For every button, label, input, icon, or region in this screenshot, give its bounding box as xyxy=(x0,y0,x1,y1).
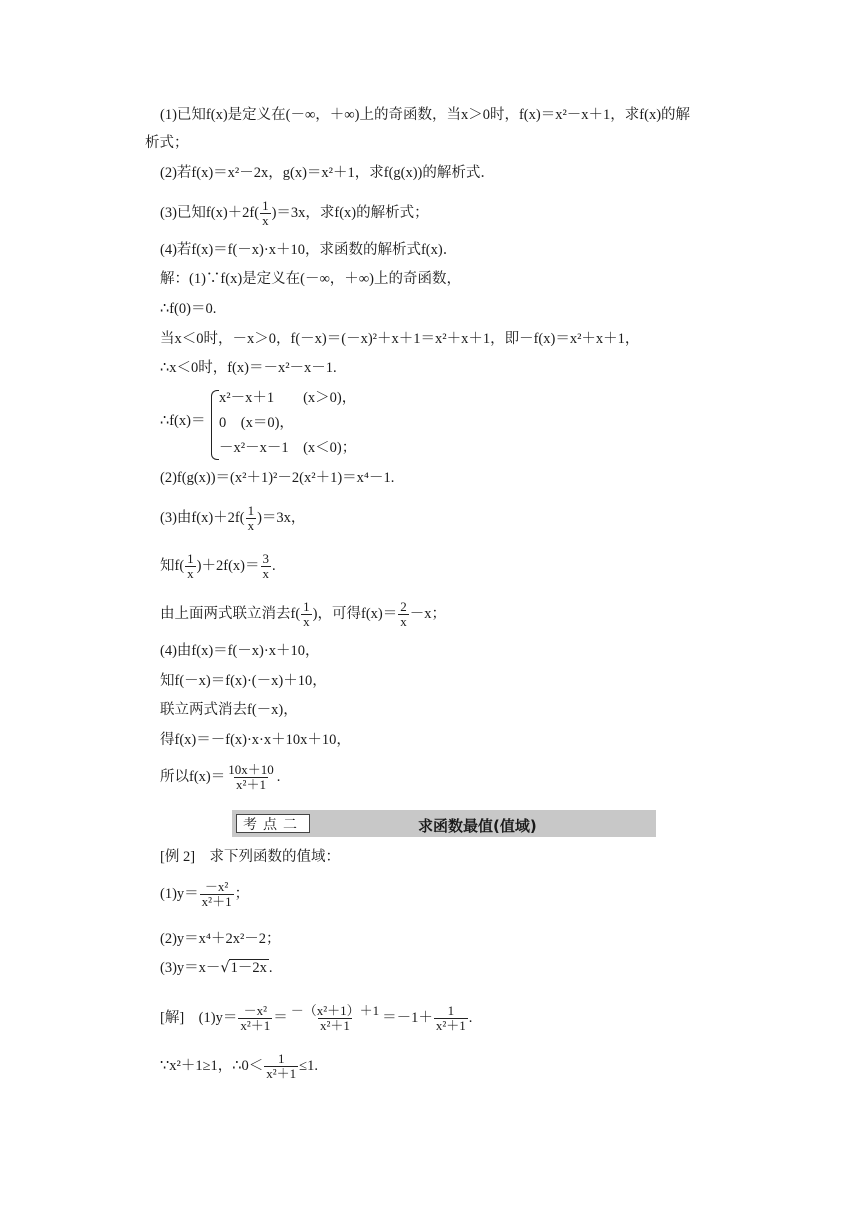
solution-part-3-line-1 xyxy=(160,504,305,533)
s8-mid: )，可得f(x)＝ xyxy=(312,605,398,622)
example-2-last-line xyxy=(160,1052,318,1081)
solution-part-4-line-4: 得f(x)＝－f(x)·x·x＋10x＋10， xyxy=(160,732,351,748)
fraction-q1 xyxy=(200,880,234,909)
q1-pre: (1)y＝ xyxy=(160,885,199,902)
last-pre: ∵x²＋1≥1，∴0＜ xyxy=(160,1057,264,1074)
piece-zero: 0 (x＝0)， xyxy=(219,415,294,431)
q3-post: . xyxy=(268,960,273,976)
s13-pre: 所以f(x)＝ xyxy=(160,768,226,785)
solution-part-2: (2)f(g(x))＝(x²＋1)²－2(x²＋1)＝x⁴－1. xyxy=(160,470,395,486)
s13-post: . xyxy=(276,768,281,785)
sol-mid: ＝－1＋ xyxy=(382,1009,433,1026)
frac-num: 1 xyxy=(187,551,194,566)
fraction-one-over-x xyxy=(185,552,196,581)
s7-pre: 知f( xyxy=(160,557,185,574)
piecewise-brace xyxy=(211,390,219,460)
fraction-sol-3 xyxy=(434,1004,468,1033)
fraction-sol-2 xyxy=(289,1004,381,1033)
frac-den: x²＋1 xyxy=(240,1017,271,1033)
solution-part-4-line-1: (4)由f(x)＝f(－x)·x＋10， xyxy=(160,643,320,659)
fraction-one-over-x xyxy=(260,199,271,228)
q3-pre: (3)y＝x－ xyxy=(160,960,221,976)
frac-den: x²＋1 xyxy=(435,1017,466,1033)
sol-pre: [解] (1)y＝ xyxy=(160,1009,238,1026)
frac-num: 1 xyxy=(277,1051,285,1066)
section-title: 求函数最值(值域) xyxy=(418,817,537,835)
frac-num: 1 xyxy=(303,599,310,614)
fraction-result xyxy=(226,763,276,792)
frac-num: 3 xyxy=(262,551,269,566)
frac-den: x²＋1 xyxy=(266,1065,297,1081)
frac-den: x²＋1 xyxy=(201,893,232,909)
example-2-q2: (2)y＝x⁴＋2x²－2； xyxy=(160,931,281,947)
solution-line-1: 解：(1)∵f(x)是定义在(－∞，＋∞)上的奇函数， xyxy=(160,271,461,287)
s6-pre: (3)由f(x)＋2f( xyxy=(160,509,245,526)
solution-part-4-line-2: 知f(－x)＝f(x)·(－x)＋10， xyxy=(160,673,327,689)
solution-line-3: 当x＜0时，－x＞0，f(－x)＝(－x)²＋x＋1＝x²＋x＋1，即－f(x)＝x²＋x＋1， xyxy=(160,331,640,347)
s8-post: －x； xyxy=(409,605,446,622)
sol-post: . xyxy=(468,1009,473,1026)
q1-post: ； xyxy=(234,885,250,902)
solution-line-2: ∴f(0)＝0. xyxy=(160,301,217,317)
sol-eq: ＝ xyxy=(273,1009,288,1026)
problem-3-post: )＝3x，求f(x)的解析式； xyxy=(271,204,429,221)
fraction-two-over-x xyxy=(398,600,409,629)
piecewise-lhs: ∴f(x)＝ xyxy=(160,413,206,429)
last-post: ≤1. xyxy=(299,1057,319,1074)
frac-den: x xyxy=(187,565,194,581)
fraction-sol-1 xyxy=(238,1004,272,1033)
s7-mid: )＋2f(x)＝ xyxy=(196,557,260,574)
piece-positive: x²－x＋1 (x＞0)， xyxy=(219,390,357,406)
frac-den: x xyxy=(303,613,310,629)
radical-sign: √ xyxy=(220,960,230,976)
s6-post: )＝3x， xyxy=(257,509,306,526)
example-2-solution xyxy=(160,1004,472,1033)
radicand: 1－2x xyxy=(230,960,267,976)
problem-2: (2)若f(x)＝x²－2x，g(x)＝x²＋1，求f(g(x))的解析式． xyxy=(160,165,495,181)
frac-num: －x² xyxy=(204,879,229,894)
frac-num: 10x＋10 xyxy=(228,762,274,777)
frac-den: x xyxy=(247,517,255,533)
solution-part-3-line-2 xyxy=(160,552,276,581)
example-2-q3 xyxy=(160,961,273,976)
section-tag: 考点二 xyxy=(236,814,310,833)
frac-num: 2 xyxy=(400,599,407,614)
piece-negative: －x²－x－1 (x＜0)； xyxy=(219,440,357,456)
frac-den: x xyxy=(262,212,269,228)
s8-pre: 由上面两式联立消去f( xyxy=(160,605,301,622)
frac-den: x²＋1 xyxy=(236,776,266,792)
frac-num: 1 xyxy=(447,1003,455,1018)
solution-part-3-line-3 xyxy=(160,600,446,629)
frac-num: －（x²＋1）＋1 xyxy=(290,1003,380,1018)
solution-part-4-line-3: 联立两式消去f(－x)， xyxy=(160,702,298,718)
example-2-q1 xyxy=(160,880,249,909)
problem-1-line-2: 析式； xyxy=(145,135,189,151)
problem-3-pre: (3)已知f(x)＋2f( xyxy=(160,204,260,221)
fraction-three-over-x xyxy=(261,552,272,581)
frac-num: 1 xyxy=(262,198,269,213)
problem-4: (4)若f(x)＝f(－x)·x＋10，求函数的解析式f(x)． xyxy=(160,242,458,258)
fraction-one-over-x xyxy=(301,600,312,629)
frac-num: 1 xyxy=(247,503,255,518)
example-2-intro: [例 2] 求下列函数的值域： xyxy=(160,849,341,865)
frac-num: －x² xyxy=(243,1003,267,1018)
section-banner xyxy=(232,810,656,837)
frac-den: x xyxy=(400,613,407,629)
solution-part-4-line-5 xyxy=(160,763,280,792)
s7-post: . xyxy=(272,557,276,574)
problem-3 xyxy=(160,199,429,228)
problem-1-line-1: (1)已知f(x)是定义在(－∞，＋∞)上的奇函数，当x＞0时，f(x)＝x²－x＋1，求f(x)的解 xyxy=(160,107,691,123)
fraction-one-over-x xyxy=(246,504,257,533)
frac-den: x²＋1 xyxy=(319,1017,350,1033)
fraction-last xyxy=(264,1052,298,1081)
solution-line-4: ∴x＜0时，f(x)＝－x²－x－1. xyxy=(160,360,337,376)
frac-den: x xyxy=(262,565,269,581)
